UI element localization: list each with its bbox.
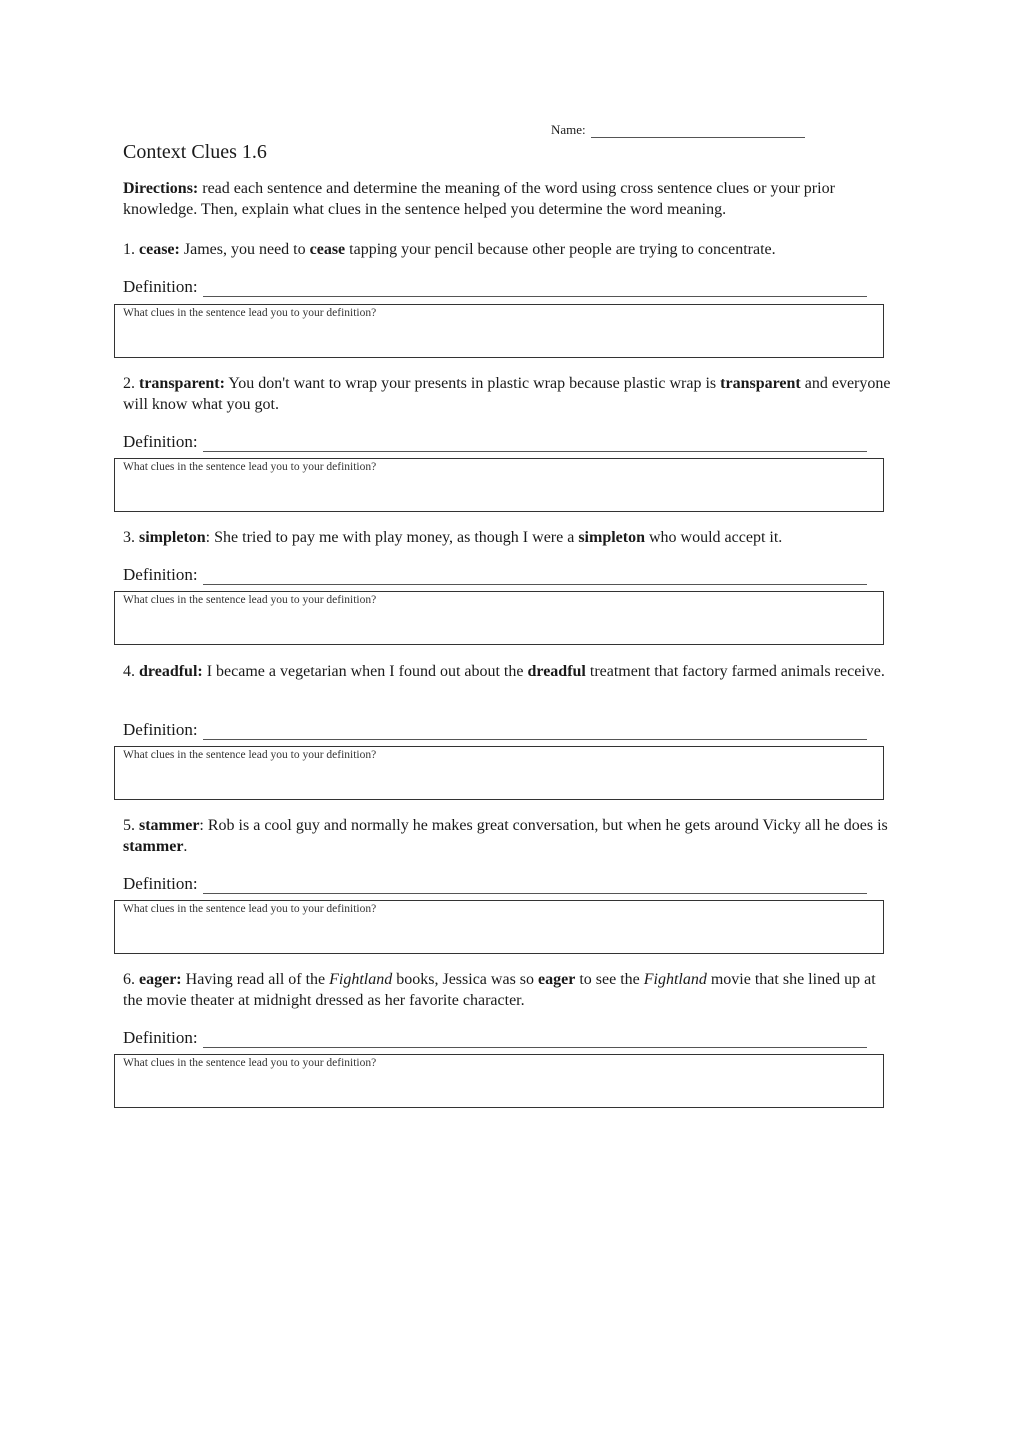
question-sentence: 6. eager: Having read all of the Fightland books, Jessica was so eager to see the Fightland movie that she lined up at the movie theater at midnight dressed as her favorite character. xyxy=(123,971,876,1009)
question-sentence: 4. dreadful: I became a vegetarian when I found out about the dreadful treatment that factory farmed animals receive. xyxy=(123,663,885,680)
name-label: Name: xyxy=(551,122,586,137)
definition-row xyxy=(123,874,867,894)
name-blank[interactable] xyxy=(591,123,805,138)
clue-prompt: What clues in the sentence lead you to your definition? xyxy=(123,903,377,915)
clue-answer-box[interactable] xyxy=(114,591,884,645)
vocab-word: dreadful: xyxy=(139,663,203,680)
definition-label: Definition: xyxy=(123,720,198,739)
vocab-word: cease: xyxy=(139,241,180,258)
clue-prompt: What clues in the sentence lead you to your definition? xyxy=(123,594,377,606)
definition-row xyxy=(123,720,867,740)
question-5 xyxy=(123,815,893,915)
vocab-word: eager: xyxy=(139,971,182,988)
directions xyxy=(123,178,893,220)
vocab-word: stammer xyxy=(139,817,200,834)
definition-label: Definition: xyxy=(123,874,198,893)
definition-row xyxy=(123,432,867,452)
question-sentence: 3. simpleton: She tried to pay me with play money, as though I were a simpleton who would accept it. xyxy=(123,529,783,546)
question-4 xyxy=(123,661,893,761)
directions-label: Directions: xyxy=(123,180,199,197)
definition-row xyxy=(123,1028,867,1048)
question-sentence: 1. cease: James, you need to cease tapping your pencil because other people are trying to concentrate. xyxy=(123,241,776,258)
worksheet-title: Context Clues 1.6 xyxy=(123,141,267,163)
vocab-word: simpleton xyxy=(139,529,206,546)
question-6 xyxy=(123,969,893,1069)
definition-blank[interactable] xyxy=(203,877,867,894)
directions-text: read each sentence and determine the meaning of the word using cross sentence clues or your prior knowledge. Then, explain what clues in the sentence helped you determine the word meaning. xyxy=(123,180,835,218)
clue-prompt: What clues in the sentence lead you to your definition? xyxy=(123,749,377,761)
definition-blank[interactable] xyxy=(203,280,867,297)
clue-answer-box[interactable] xyxy=(114,458,884,512)
question-3 xyxy=(123,527,893,606)
question-2 xyxy=(123,373,893,473)
clue-prompt: What clues in the sentence lead you to your definition? xyxy=(123,307,377,319)
definition-label: Definition: xyxy=(123,277,198,296)
definition-blank[interactable] xyxy=(203,568,867,585)
definition-blank[interactable] xyxy=(203,723,867,740)
question-sentence: 2. transparent: You don't want to wrap your presents in plastic wrap because plastic wrap is transparent and everyone will know what you got. xyxy=(123,375,891,413)
book-title: Fightland xyxy=(643,971,707,988)
book-title: Fightland xyxy=(329,971,393,988)
clue-answer-box[interactable] xyxy=(114,900,884,954)
clue-answer-box[interactable] xyxy=(114,304,884,358)
definition-label: Definition: xyxy=(123,565,198,584)
definition-row xyxy=(123,565,867,585)
question-sentence: 5. stammer: Rob is a cool guy and normally he makes great conversation, but when he gets around Vicky all he does is stammer. xyxy=(123,817,888,855)
vocab-word: transparent: xyxy=(139,375,225,392)
name-row xyxy=(551,122,805,138)
definition-blank[interactable] xyxy=(203,1031,867,1048)
definition-row xyxy=(123,277,867,297)
clue-answer-box[interactable] xyxy=(114,1054,884,1108)
clue-prompt: What clues in the sentence lead you to your definition? xyxy=(123,1057,377,1069)
clue-answer-box[interactable] xyxy=(114,746,884,800)
definition-blank[interactable] xyxy=(203,435,867,452)
question-1 xyxy=(123,239,893,319)
definition-label: Definition: xyxy=(123,432,198,451)
definition-label: Definition: xyxy=(123,1028,198,1047)
clue-prompt: What clues in the sentence lead you to your definition? xyxy=(123,461,377,473)
